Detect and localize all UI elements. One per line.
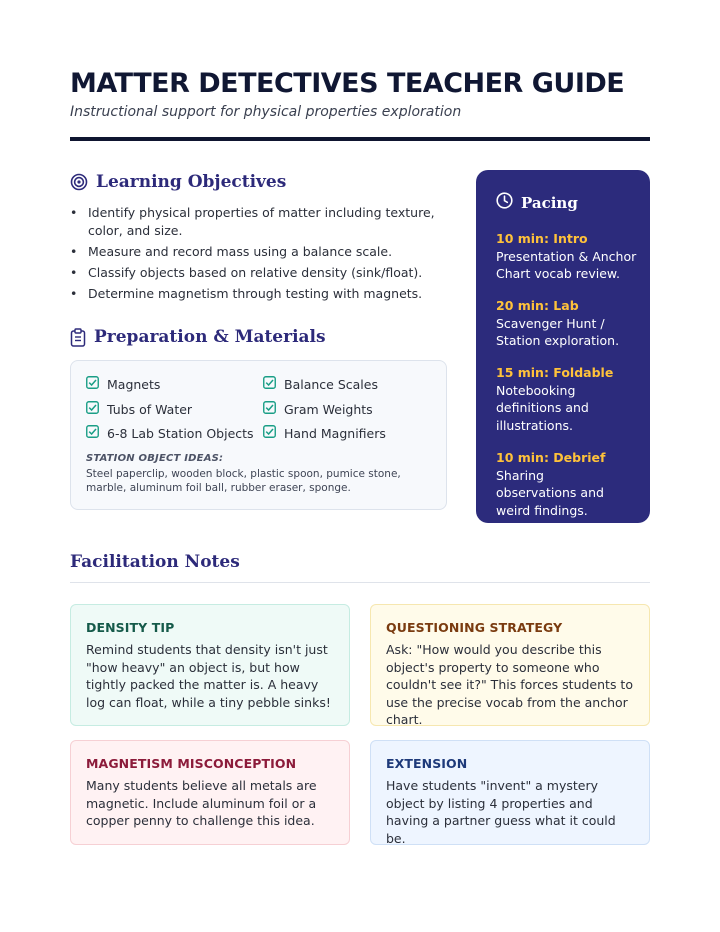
material-item: 6-8 Lab Station Objects [86,425,254,441]
checkbox-icon [86,376,99,392]
pacing-item-text: Sharing observations and weird findings. [496,467,604,518]
facilitation-divider [70,582,650,583]
objectives-heading [70,172,286,192]
note-title: MAGNETISM MISCONCEPTION [86,756,297,771]
pacing-item [496,230,641,283]
pacing-item-text: Presentation & Anchor Chart vocab review. [496,248,637,281]
target-icon [70,173,88,191]
list-item: • Determine magnetism through testing with magnets. [70,286,423,301]
material-item: Gram Weights [263,401,373,417]
list-item: • Classify objects based on relative density (sink/float). [70,265,423,280]
list-item: • Measure and record mass using a balance scale. [70,244,393,259]
pacing-panel [476,170,650,523]
magnetism-misconception-card [70,740,350,845]
pacing-heading-label: Pacing [521,193,578,212]
pacing-item-label: 20 min: Lab [496,298,579,313]
objectives-list [70,204,450,306]
material-item: Magnets [86,376,160,392]
clipboard-icon [70,328,86,347]
note-body: Have students "invent" a mystery object by listing 4 properties and having a partner guess what it could be. [386,778,616,846]
materials-heading [70,327,326,347]
note-title: DENSITY TIP [86,620,175,635]
pacing-item-text: Scavenger Hunt / Station exploration. [496,315,620,348]
note-body: Ask: "How would you describe this object's property to someone who couldn't see it?" This forces students to use the precise vocab from the anchor chart. [386,642,633,727]
clock-icon [496,192,513,213]
title-divider [70,137,650,141]
checkbox-icon [86,401,99,417]
pacing-item-label: 10 min: Debrief [496,450,606,465]
checkbox-icon [86,425,99,441]
page-title: MATTER DETECTIVES TEACHER GUIDE [70,68,625,99]
material-item: Balance Scales [263,376,378,392]
note-title: QUESTIONING STRATEGY [386,620,563,635]
material-item: Tubs of Water [86,401,192,417]
pacing-item [496,364,614,434]
pacing-heading [496,192,578,213]
pacing-item [496,449,621,519]
material-item: Hand Magnifiers [263,425,386,441]
materials-heading-label: Preparation & Materials [94,327,326,347]
pacing-item [496,297,641,350]
note-body: Remind students that density isn't just "how heavy" an object is, but how tightly packed the matter is. A heavy log can float, while a tiny pebble sinks! [86,642,331,710]
checkbox-icon [263,401,276,417]
pacing-item-label: 15 min: Foldable [496,365,614,380]
materials-box [70,360,447,510]
objectives-heading-label: Learning Objectives [96,172,287,192]
list-item: • Identify physical properties of matter including texture, color, and size. [70,205,435,238]
density-tip-card [70,604,350,726]
questioning-strategy-card [370,604,650,726]
checkbox-icon [263,425,276,441]
pacing-item-text: Notebooking definitions and illustrations. [496,382,589,433]
extension-card [370,740,650,845]
note-body: Many students believe all metals are magnetic. Include aluminum foil or a copper penny to challenge this idea. [86,778,317,828]
pacing-item-label: 10 min: Intro [496,231,588,246]
checkbox-icon [263,376,276,392]
station-ideas-text: Steel paperclip, wooden block, plastic spoon, pumice stone, marble, aluminum foil ball, rubber eraser, sponge. [86,468,401,494]
page-subtitle: Instructional support for physical properties exploration [70,104,462,120]
facilitation-heading: Facilitation Notes [70,552,240,572]
station-ideas-label: STATION OBJECT IDEAS: [86,453,224,464]
note-title: EXTENSION [386,756,468,771]
